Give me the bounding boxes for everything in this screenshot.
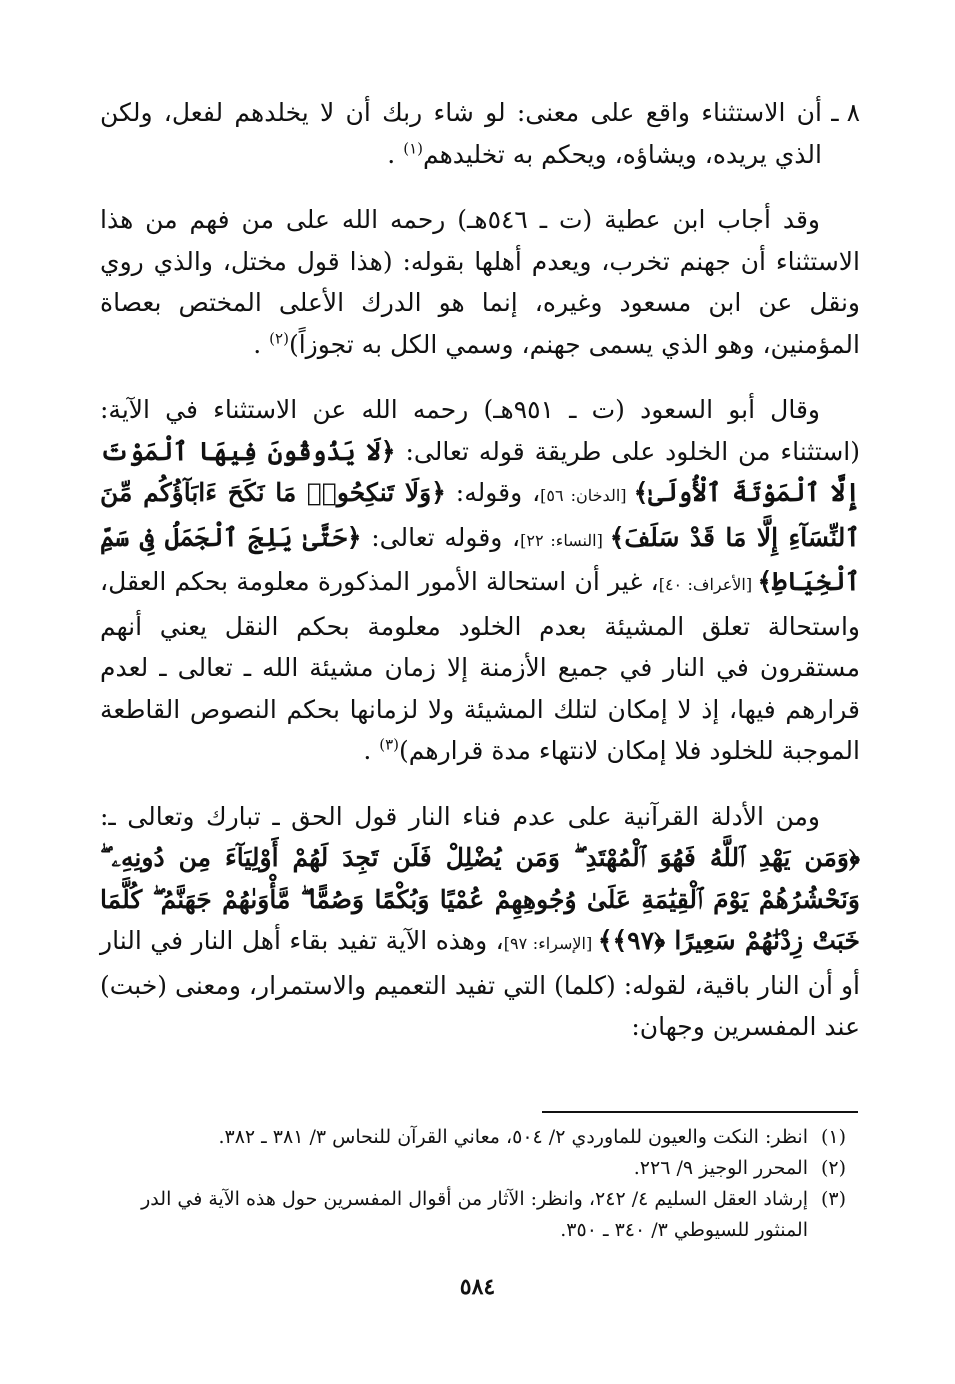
page-body (100, 92, 860, 1072)
footnote-ref[interactable]: (٢) (269, 329, 289, 348)
footnotes (100, 1122, 860, 1246)
paragraph-text: وقال أبو السعود (ت ـ ٩٥١هـ) رحمه الله عن الاستثناء في الآية: (استثناء من الخلود على طريقة قوله تعالى: (100, 395, 860, 466)
footnote-3 (100, 1184, 860, 1246)
footnote-ref[interactable]: (١) (403, 139, 423, 158)
footnote-text: المحرر الوجيز ٩/ ٢٢٦. (633, 1157, 808, 1179)
verse-reference: [الإسراء: ٩٧] (503, 934, 598, 953)
paragraph-text: ومن الأدلة القرآنية على عدم فناء النار قول الحق ـ تبارك وتعالى ـ: (100, 801, 820, 831)
footnote-1 (100, 1122, 860, 1153)
footnote-text: إرشاد العقل السليم ٤/ ٢٤٢، وانظر: الآثار من أقوال المفسرين حول هذه الآية في الدر المنثور للسيوطي ٣/ ٣٤٠ ـ ٣٥٠. (141, 1188, 808, 1241)
verse-reference: [النساء: ٢٢] (520, 530, 610, 550)
page-number: ٥٨٤ (459, 1274, 496, 1300)
footnote-divider (542, 1111, 858, 1113)
quran-verse: ﴿وَلَا تَنكِحُوا۟ مَا نَكَحَ ءَابَآؤُكُم مِّنَ ٱلنِّسَآءِ إِلَّا مَا قَدْ سَلَفَ﴾ (100, 478, 861, 552)
footnote-ref[interactable]: (٣) (379, 735, 400, 754)
quran-verse: ﴿وَمَن يَهْدِ ٱللَّهُ فَهُوَ ٱلْمُهْتَدِ ۖ وَمَن يُضْلِلْ فَلَن تَجِدَ لَهُمْ أَوْلِيَآءَ مِن دُونِهِۦ ۖ وَنَحْشُرُهُمْ يَوْمَ ٱلْقِيَٰمَةِ عَلَىٰ وُجُوهِهِمْ عُمْيًا وَبُكْمًا وَصُمًّا ۖ مَّأْوَىٰهُمْ جَهَنَّمُ ۖ كُلَّمَا خَبَتْ زِدْنَٰهُمْ سَعِيرًا ﴿٩٧﴾﴾ (100, 843, 860, 955)
paragraph-text: وقد أجاب ابن عطية (ت ـ ٥٤٦هـ) رحمه الله على من فهم من هذا الاستثناء أن جهنم تخرب، ويعدم أهلها بقوله: (هذا قول مختل، والذي روي ونقل عن ابن مسعود وغيره، إنما هو الدرك الأعلى المختص بعصاة المؤمنين، وهو الذي يسمى جهنم، وسمي الكل به تجوزاً) (100, 205, 860, 359)
item-8: ٨ ـ أن الاستثناء واقع على معنى: لو شاء ربك أن لا يخلدهم لفعل، ولكن الذي يريده، ويشاؤه، ويحكم به تخليدهم$^{(١)}$ . (100, 92, 860, 175)
footnote-2 (100, 1153, 860, 1184)
paragraph-abu-saud: وقال أبو السعود (ت ـ ٩٥١هـ) رحمه الله عن الاستثناء في الآية: (استثناء من الخلود على طريقة قوله تعالى: ﴿لَا يَذُوقُونَ فِيهَا ٱلْمَوْتَ إِلَّا ٱلْمَوْتَةَ ٱلْأُولَىٰ﴾ [الدخان: ٥٦]، وقوله: ﴿وَلَا تَنكِحُوا۟ مَا نَكَحَ ءَابَآؤُكُم مِّنَ ٱلنِّسَآءِ إِلَّا مَا قَدْ سَلَفَ﴾ [النساء: ٢٢]، وقوله تعالى: ﴿حَتَّىٰ يَلِجَ ٱلْجَمَلُ فِى سَمِّ ٱلْخِيَاطِ﴾ [الأعراف: ٤٠]، غير أن استحالة الأمور المذكورة معلومة بحكم العقل، واستحالة تعلق المشيئة بعدم الخلود معلومة بحكم النقل يعني أنهم مستقرون في النار في جميع الأزمنة إلا زمان مشيئة الله ـ تعالى ـ لعدم قرارهم فيها، إذ لا إمكان لتلك المشيئة ولا لزمانها بحكم النصوص القاطعة الموجبة للخلود فلا إمكان لانتهاء مدة قرارهم)$^{(٣)}$ . (100, 395, 861, 765)
paragraph-evidence: ومن الأدلة القرآنية على عدم فناء النار قول الحق ـ تبارك وتعالى ـ: ﴿وَمَن يَهْدِ ٱللَّهُ فَهُوَ ٱلْمُهْتَدِ ۖ وَمَن يُضْلِلْ فَلَن تَجِدَ لَهُمْ أَوْلِيَآءَ مِن دُونِهِۦ ۖ وَنَحْشُرُهُمْ يَوْمَ ٱلْقِيَٰمَةِ عَلَىٰ وُجُوهِهِمْ عُمْيًا وَبُكْمًا وَصُمًّا ۖ مَّأْوَىٰهُمْ جَهَنَّمُ ۖ كُلَّمَا خَبَتْ زِدْنَٰهُمْ سَعِيرًا ﴿٩٧﴾﴾ [الإسراء: ٩٧]، وهذه الآية تفيد بقاء أهل النار في النار أو أن النار باقية، لقوله: (كلما) التي تفيد التعميم والاستمرار، ومعنى (خبت) عند المفسرين وجهان: (100, 801, 860, 1041)
quran-verse: ﴿حَتَّىٰ يَلِجَ ٱلْجَمَلُ فِى سَمِّ ٱلْخِيَاطِ﴾ (100, 522, 861, 596)
footnote-text: انظر: النكت والعيون للماوردي ٢/ ٥٠٤، معاني القرآن للنحاس ٣/ ٣٨١ ـ ٣٨٢. (218, 1126, 808, 1148)
footnote-number: (١) (820, 1126, 846, 1148)
footnote-number: (٣) (820, 1188, 846, 1210)
quran-verse: ﴿لَا يَذُوقُونَ فِيهَا ٱلْمَوْتَ إِلَّا ٱلْمَوْتَةَ ٱلْأُولَىٰ﴾ (100, 436, 860, 507)
paragraph-ibn-atiyya: وقد أجاب ابن عطية (ت ـ ٥٤٦هـ) رحمه الله على من فهم من هذا الاستثناء أن جهنم تخرب، ويعدم أهلها بقوله: (هذا قول مختل، والذي روي ونقل عن ابن مسعود وغيره، إنما هو الدرك الأعلى المختص بعصاة المؤمنين، وهو الذي يسمى جهنم، وسمي الكل به تجوزاً)$^{(٢)}$ . (100, 205, 860, 359)
item-text: أن الاستثناء واقع على معنى: لو شاء ربك أن لا يخلدهم لفعل، ولكن الذي يريده، ويشاؤه، ويحكم به تخليدهم (100, 98, 822, 169)
verse-reference: [الأعراف: ٤٠] (658, 575, 758, 594)
item-number: ٨ ـ (831, 98, 860, 127)
verse-reference: [الدخان: ٥٦] (540, 486, 634, 505)
footnote-number: (٢) (820, 1157, 846, 1179)
